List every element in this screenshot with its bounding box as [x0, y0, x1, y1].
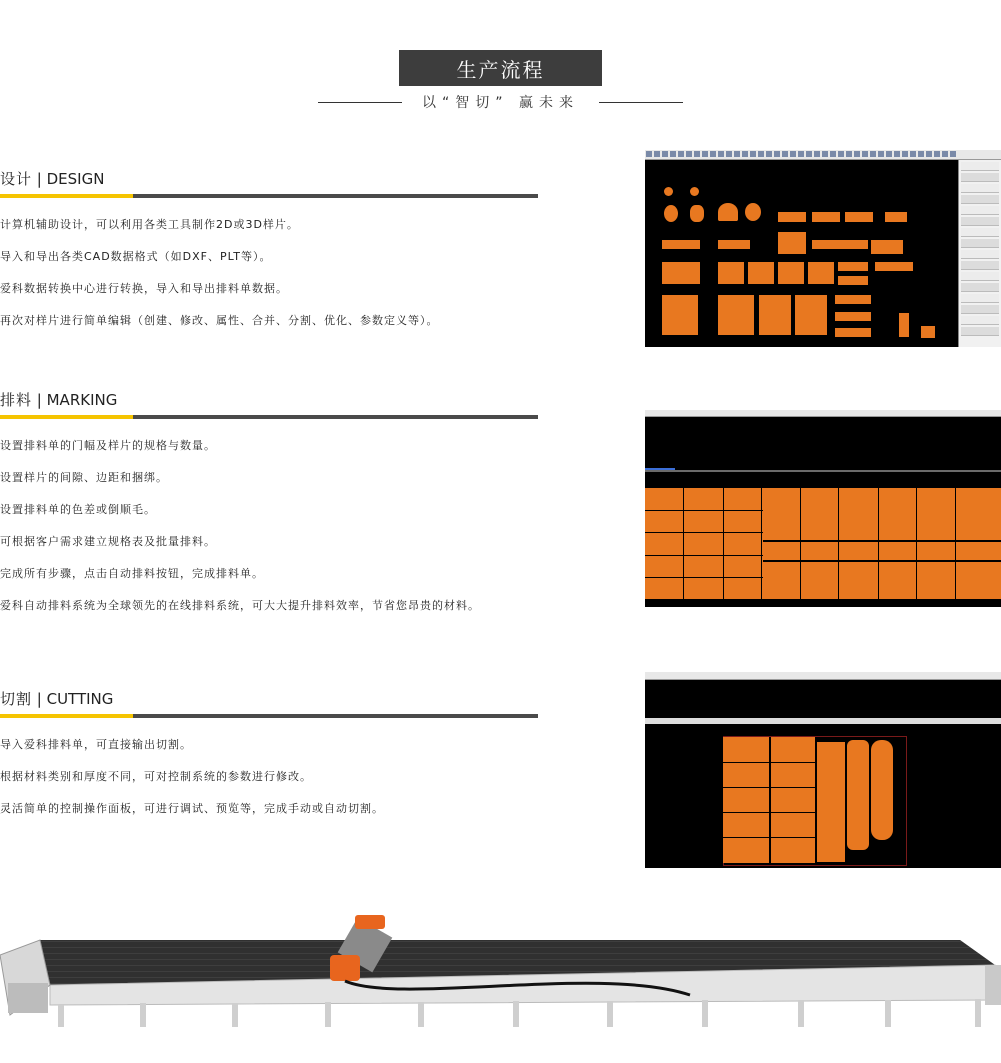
cutting-machine-image: [0, 905, 1001, 1063]
section-divider: [0, 194, 538, 198]
page-title: 生产流程: [399, 50, 602, 86]
section-cutting: [0, 688, 540, 834]
section-heading-zh: 排料: [0, 391, 33, 409]
section-divider: [0, 415, 538, 419]
software-toolbar: [645, 150, 1001, 160]
list-item: 设置排料单的色差或倒顺毛。: [0, 503, 156, 516]
section-heading: [0, 389, 540, 415]
list-item: 导入和导出各类CAD数据格式（如DXF、PLT等）。: [0, 250, 272, 263]
list-item: 导入爱科排料单，可直接输出切割。: [0, 738, 192, 751]
section-divider-accent: [0, 415, 133, 419]
section-design: [0, 168, 540, 346]
list-item: 爱科数据转换中心进行转换，导入和导出排料单数据。: [0, 282, 288, 295]
marking-software-screenshot: [645, 410, 1001, 607]
list-item: 爱科自动排料系统为全球领先的在线排料系统，可大大提升排料效率，节省您昂贵的材料。: [0, 599, 480, 612]
section-heading-sep: |: [32, 391, 47, 409]
software-toolbar: [645, 410, 1001, 417]
section-heading-en: CUTTING: [46, 690, 114, 708]
list-item: 设置样片的间隙、边距和捆绑。: [0, 471, 168, 484]
section-heading-sep: |: [32, 690, 47, 708]
section-heading: [0, 688, 540, 714]
list-item: 再次对样片进行简单编辑（创建、修改、属性、合并、分割、优化、参数定义等）。: [0, 314, 439, 327]
section-divider-accent: [0, 714, 133, 718]
section-heading-en: MARKING: [46, 391, 118, 409]
subtitle-divider-left: [318, 102, 402, 103]
list-item: 完成所有步骤，点击自动排料按钮，完成排料单。: [0, 567, 264, 580]
section-marking: [0, 389, 540, 631]
subtitle-row: [318, 92, 683, 114]
section-divider: [0, 714, 538, 718]
list-item: 计算机辅助设计，可以利用各类工具制作2D或3D样片。: [0, 218, 299, 231]
list-item: 灵活简单的控制操作面板，可进行调试、预览等，完成手动或自动切割。: [0, 802, 384, 815]
section-heading: [0, 168, 540, 194]
subtitle: 以“智切” 赢未来: [422, 95, 579, 111]
section-heading-sep: |: [32, 170, 47, 188]
design-software-screenshot: [645, 150, 1001, 347]
list-item: 根据材料类别和厚度不同，可对控制系统的参数进行修改。: [0, 770, 312, 783]
section-divider-accent: [0, 194, 133, 198]
section-heading-zh: 设计: [0, 170, 33, 188]
list-item: 可根据客户需求建立规格表及批量排料。: [0, 535, 216, 548]
cutting-software-screenshot: [645, 672, 1001, 868]
list-item: 设置排料单的门幅及样片的规格与数量。: [0, 439, 216, 452]
software-toolbar: [645, 672, 1001, 680]
section-heading-zh: 切割: [0, 690, 33, 708]
section-heading-en: DESIGN: [46, 170, 105, 188]
property-panel: [958, 160, 1001, 347]
subtitle-divider-right: [599, 102, 683, 103]
